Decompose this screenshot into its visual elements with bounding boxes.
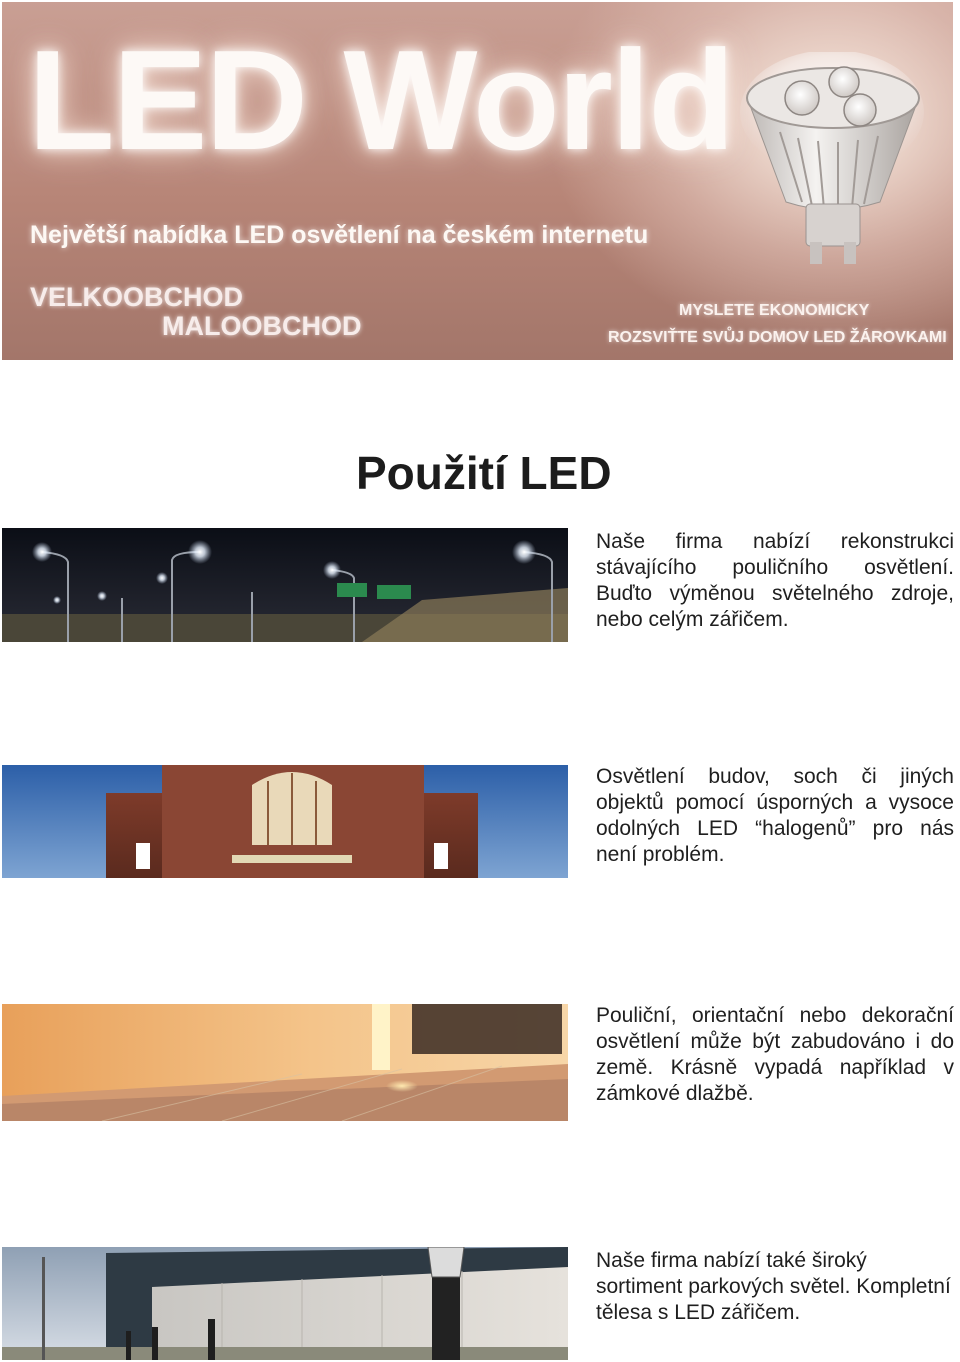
slogan-line-1: MYSLETE EKONOMICKY (679, 302, 870, 319)
led-bulb-icon (740, 52, 925, 267)
header-banner (2, 2, 953, 360)
illuminated-building-photo (2, 765, 568, 878)
brand-logo-text: LED World (28, 21, 734, 180)
ground-lights-photo (2, 1004, 568, 1121)
page-title: Použití LED (356, 447, 612, 499)
retail-label: MALOOBCHOD (162, 311, 362, 341)
banner-tagline: Největší nabídka LED osvětlení na českém internetu (30, 221, 649, 249)
slogan-line-2: ROZSVIŤTE SVŮJ DOMOV LED ŽÁROVKAMI (608, 329, 947, 346)
street-lights-photo (2, 528, 568, 642)
wholesale-label: VELKOOBCHOD (30, 282, 244, 312)
park-lights-photo (2, 1247, 568, 1360)
section-text-street-lighting: Naše firma nabízí rekonstrukci stávajícího pouličního osvětlení. Buďto výměnou světelného zdroje, nebo celým zářičem. (596, 530, 954, 631)
section-text-park-lighting: Naše firma nabízí také široký sortiment parkových světel. Kompletní tělesa s LED zářičem. (596, 1249, 951, 1324)
section-text-building-lighting: Osvětlení budov, soch či jiných objektů pomocí úsporných a vysoce odolných LED “halogenů” pro nás není problém. (596, 765, 954, 866)
section-text-ground-lighting: Pouliční, orientační nebo dekorační osvětlení může být zabudováno i do země. Krásně vypadá například v zámkové dlažbě. (596, 1004, 954, 1105)
